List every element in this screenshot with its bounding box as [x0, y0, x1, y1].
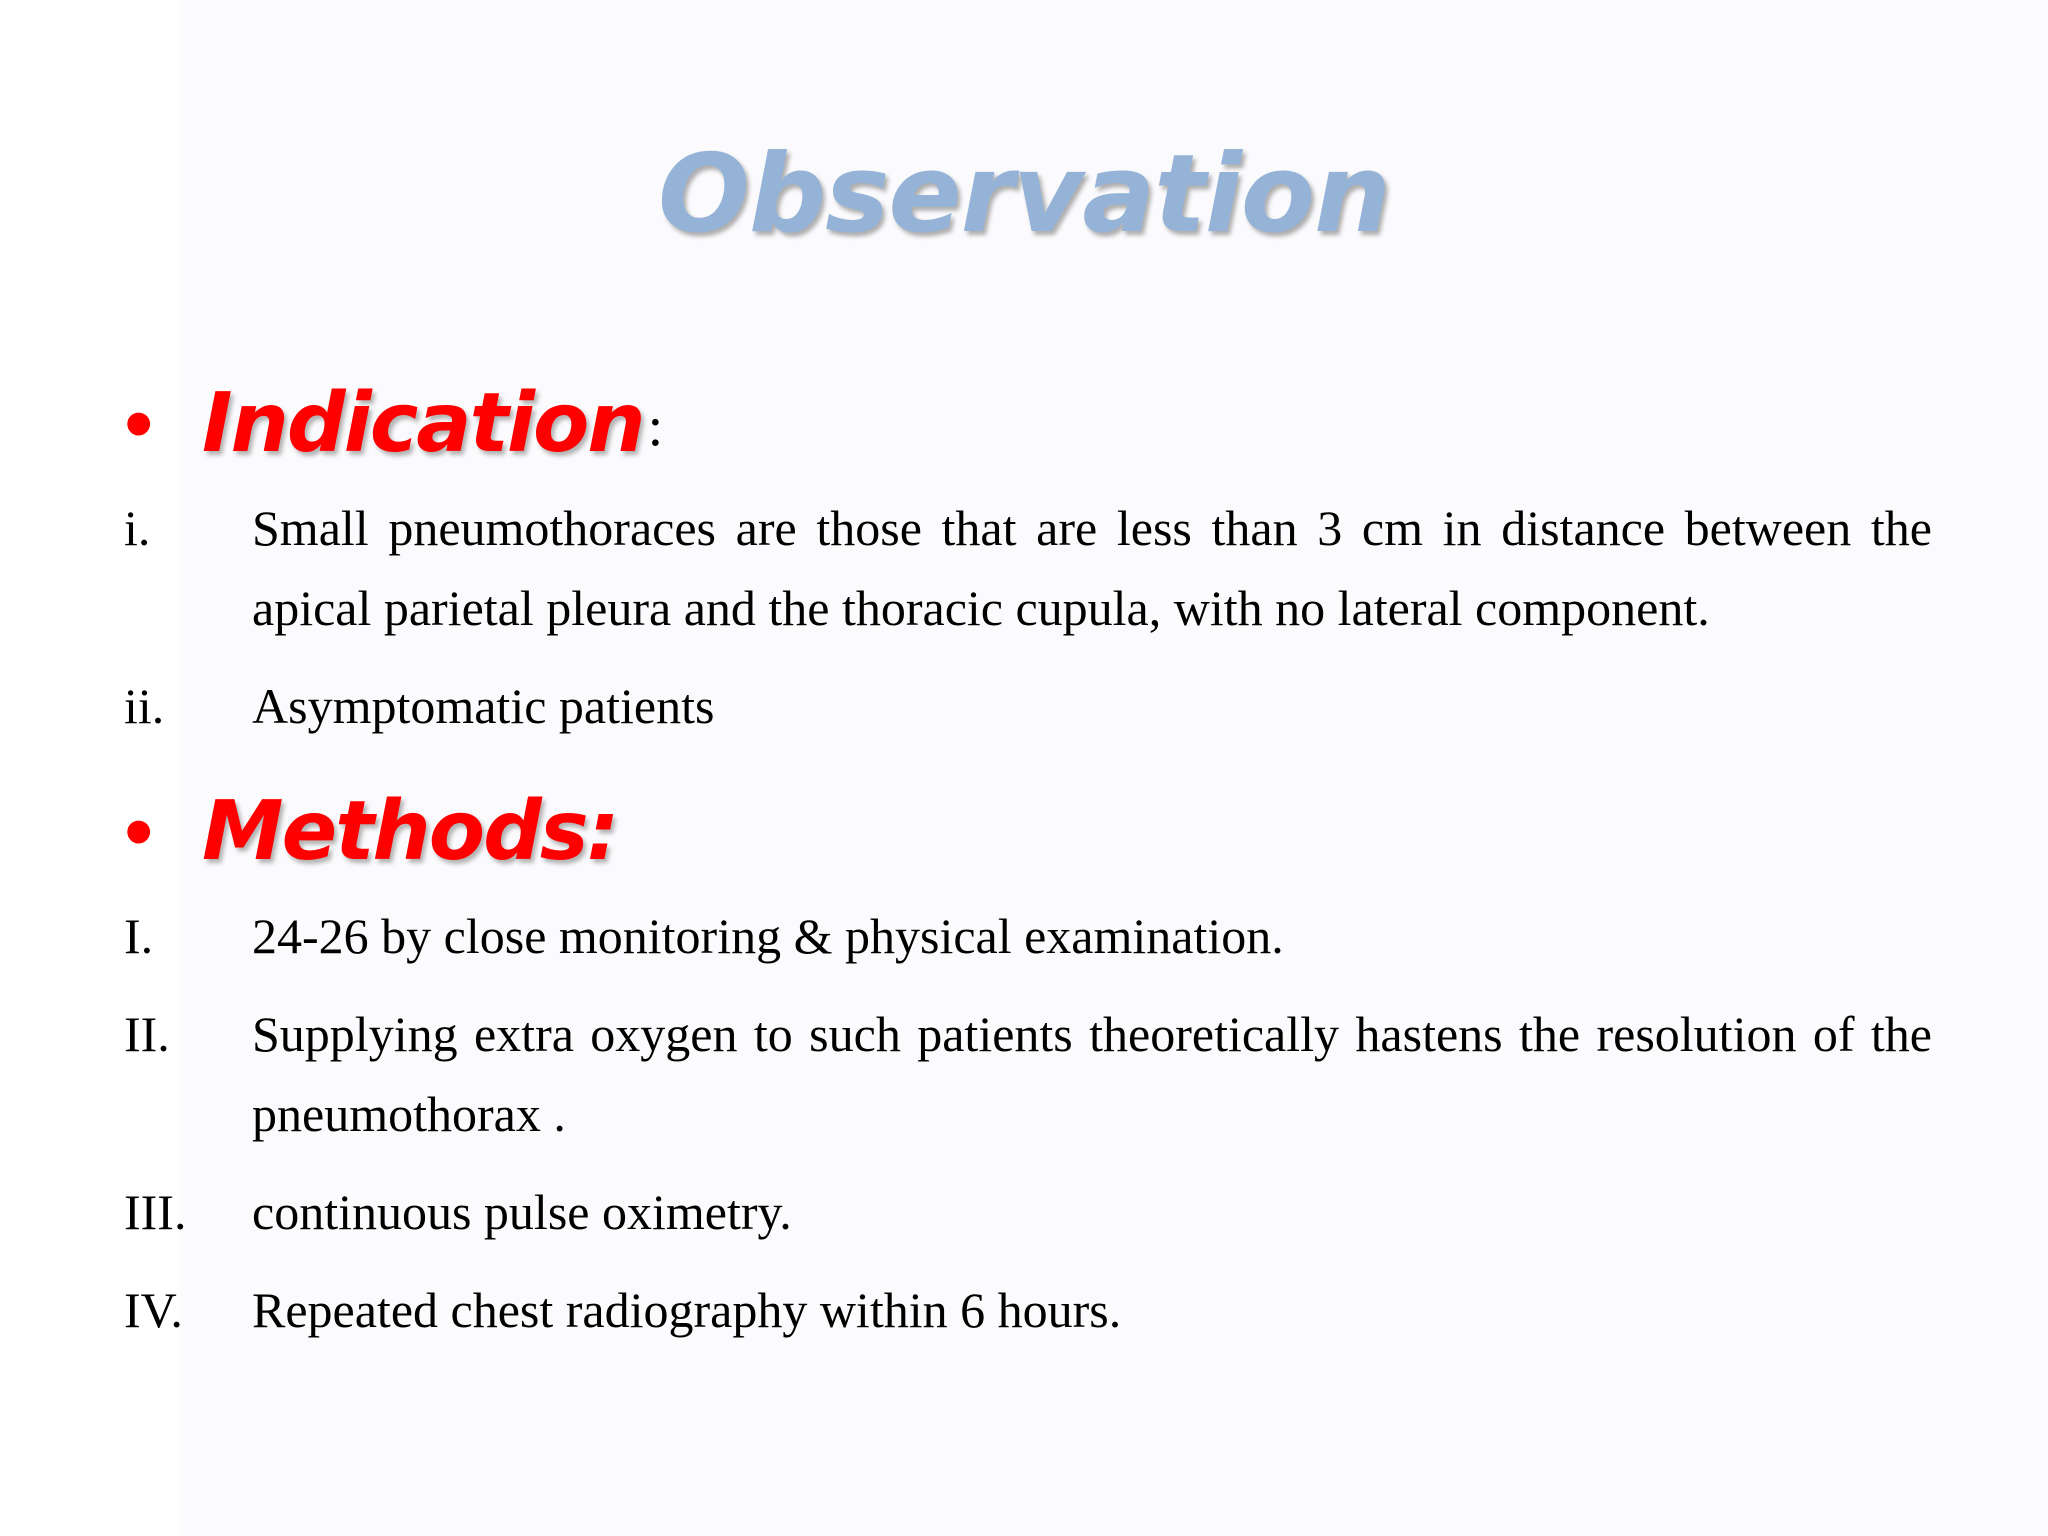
heading-label: Indication [202, 375, 644, 471]
list-item [124, 488, 1932, 648]
list-item-text: Supplying extra oxygen to such patients theoretically hastens the resolution of the pneumothorax . [252, 1006, 1932, 1142]
list-item [124, 1270, 1932, 1350]
list-item [124, 666, 1932, 746]
list-item-text: Small pneumothoraces are those that are less than 3 cm in distance between the apical parietal pleura and the thoracic cupula, with no lateral component. [252, 500, 1932, 636]
list-item [124, 896, 1932, 976]
list-item-text: 24-26 by close monitoring & physical examination. [252, 908, 1284, 964]
list-item [124, 1172, 1932, 1252]
section-heading-methods [124, 776, 617, 886]
list-item-text: Repeated chest radiography within 6 hours. [252, 1282, 1122, 1338]
list-item-number: II. [124, 1006, 170, 1062]
list-item-number: I. [124, 908, 154, 964]
list-item [124, 994, 1932, 1154]
list-item-number: IV. [124, 1282, 183, 1338]
list-item-text: Asymptomatic patients [252, 678, 715, 734]
bullet-icon: • [124, 784, 154, 878]
slide-title: Observation [658, 132, 1390, 257]
section-heading-indication [124, 368, 663, 478]
list-item-number: ii. [124, 678, 165, 734]
heading-label: Methods: [202, 783, 618, 879]
heading-colon: : [647, 396, 664, 458]
list-item-number: i. [124, 500, 151, 556]
bullet-icon: • [124, 376, 154, 470]
list-item-number: III. [124, 1184, 187, 1240]
list-item-text: continuous pulse oximetry. [252, 1184, 792, 1240]
